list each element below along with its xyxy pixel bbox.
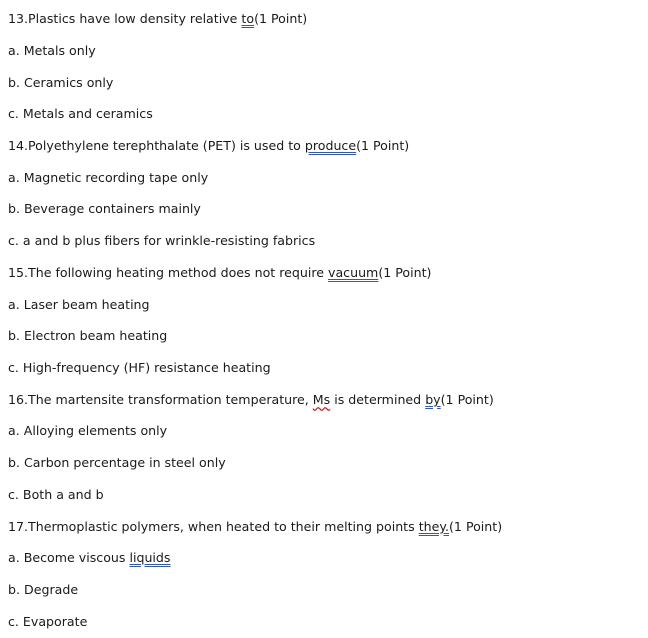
option-15b: b. Electron beam heating xyxy=(8,328,168,343)
point-value: (1 Point) xyxy=(356,138,410,153)
grammar-flag[interactable]: to xyxy=(241,11,255,26)
option-text: a. Become viscous xyxy=(8,550,130,565)
option-14c: c. a and b plus fibers for wrinkle-resisting fabrics xyxy=(8,233,316,248)
option-16b: b. Carbon percentage in steel only xyxy=(8,455,226,470)
question-text: 16.The martensite transformation temperature, xyxy=(8,392,313,407)
option-15a: a. Laser beam heating xyxy=(8,297,150,312)
grammar-flag[interactable]: vacuum xyxy=(328,265,379,280)
point-value: (1 Point) xyxy=(378,265,432,280)
question-text: 13.Plastics have low density relative xyxy=(8,11,242,26)
option-16c: c. Both a and b xyxy=(8,487,104,502)
grammar-flag[interactable]: produce xyxy=(304,138,357,153)
question-17 xyxy=(8,519,502,535)
option-15c: c. High-frequency (HF) resistance heating xyxy=(8,360,271,375)
point-value: (1 Point) xyxy=(254,11,308,26)
option-17b: b. Degrade xyxy=(8,582,79,597)
option-17c: c. Evaporate xyxy=(8,614,88,629)
option-13c: c. Metals and ceramics xyxy=(8,106,153,121)
option-13b: b. Ceramics only xyxy=(8,75,114,90)
question-text: 15.The following heating method does not require xyxy=(8,265,328,280)
option-16a: a. Alloying elements only xyxy=(8,423,168,438)
question-14 xyxy=(8,138,409,154)
spelling-flag[interactable]: Ms xyxy=(312,392,331,407)
grammar-flag[interactable]: liquids xyxy=(129,550,171,565)
question-text: is determined xyxy=(330,392,426,407)
grammar-flag[interactable]: they. xyxy=(418,519,450,534)
option-14a: a. Magnetic recording tape only xyxy=(8,170,209,185)
question-text: 17.Thermoplastic polymers, when heated to their melting points xyxy=(8,519,419,534)
grammar-flag[interactable]: by xyxy=(425,392,441,407)
point-value: (1 Point) xyxy=(440,392,494,407)
question-13 xyxy=(8,11,307,27)
question-16 xyxy=(8,392,494,408)
option-14b: b. Beverage containers mainly xyxy=(8,201,201,216)
option-17a xyxy=(8,550,170,566)
question-text: 14.Polyethylene terephthalate (PET) is used to xyxy=(8,138,305,153)
option-13a: a. Metals only xyxy=(8,43,96,58)
point-value: (1 Point) xyxy=(449,519,503,534)
question-15 xyxy=(8,265,431,281)
